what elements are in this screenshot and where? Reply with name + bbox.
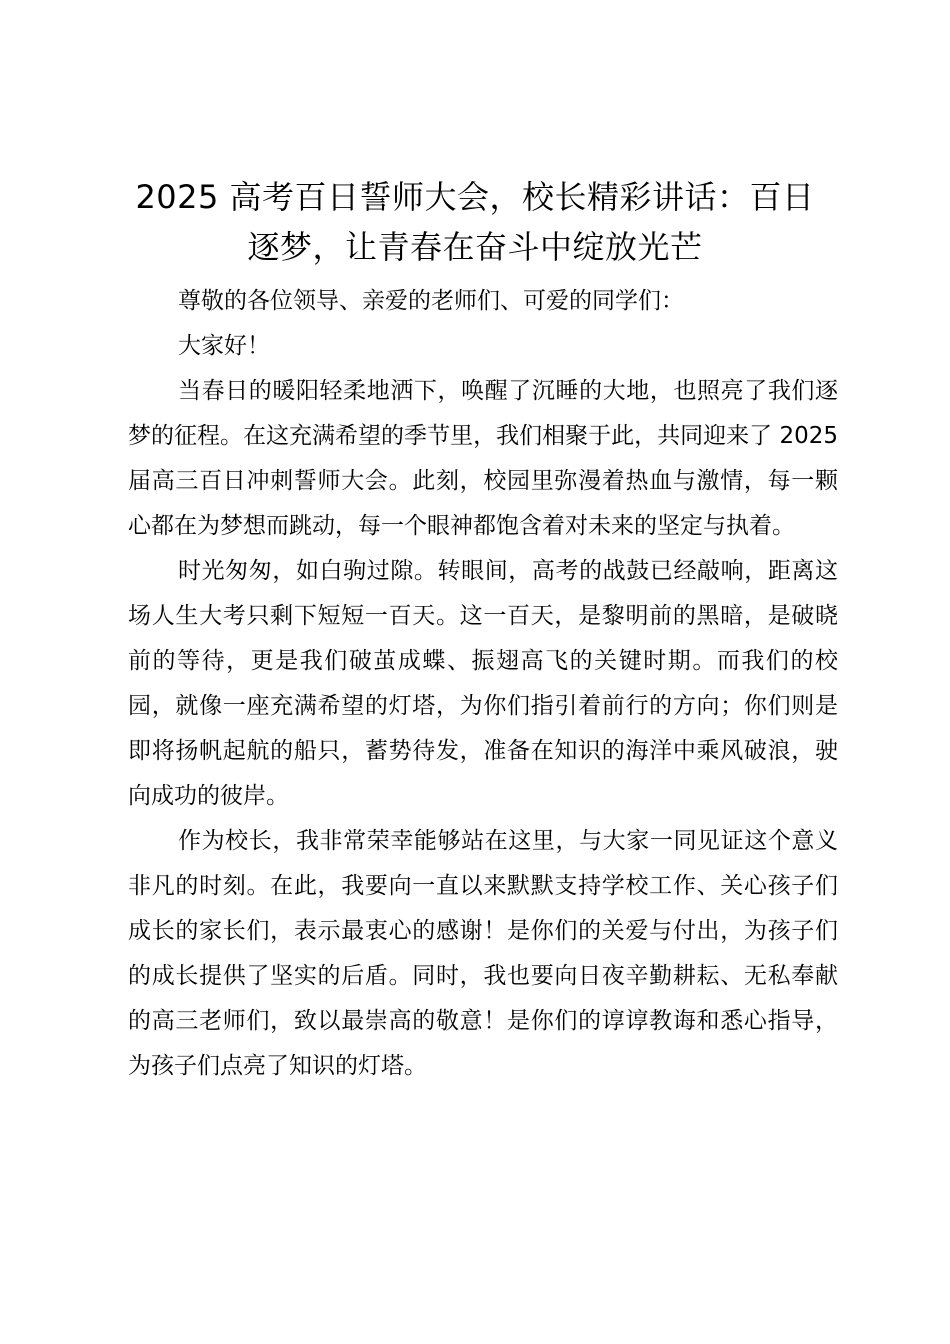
body-paragraph: 当春日的暖阳轻柔地洒下，唤醒了沉睡的大地，也照亮了我们逐梦的征程。在这充满希望的季节里，我们相聚于此，共同迎来了 2025 届高三百日冲刺誓师大会。此刻，校园里弥漫着热血与激情，每一颗心都在为梦想而跳动，每一个眼神都饱含着对未来的坚定与执着。 [128, 378, 838, 539]
document-body [128, 279, 838, 1089]
document-title: 2025 高考百日誓师大会，校长精彩讲话：百日逐梦，让青春在奋斗中绽放光芒 [135, 178, 815, 266]
salutation-paragraph: 尊敬的各位领导、亲爱的老师们、可爱的同学们： [178, 288, 684, 314]
body-paragraph: 时光匆匆，如白驹过隙。转眼间，高考的战鼓已经敲响，距离这场人生大考只剩下短短一百天。这一百天，是黎明前的黑暗，是破晓前的等待，更是我们破茧成蝶、振翅高飞的关键时期。而我们的校园，就像一座充满希望的灯塔，为你们指引着前行的方向；你们则是即将扬帆起航的船只，蓄势待发，准备在知识的海洋中乘风破浪，驶向成功的彼岸。 [128, 558, 838, 809]
body-paragraph: 作为校长，我非常荣幸能够站在这里，与大家一同见证这个意义非凡的时刻。在此，我要向一直以来默默支持学校工作、关心孩子们成长的家长们，表示最衷心的感谢！是你们的关爱与付出，为孩子们的成长提供了坚实的后盾。同时，我也要向日夜辛勤耕耘、无私奉献的高三老师们，致以最崇高的敬意！是你们的谆谆教诲和悉心指导，为孩子们点亮了知识的灯塔。 [128, 828, 838, 1079]
greeting-paragraph: 大家好！ [178, 333, 270, 359]
